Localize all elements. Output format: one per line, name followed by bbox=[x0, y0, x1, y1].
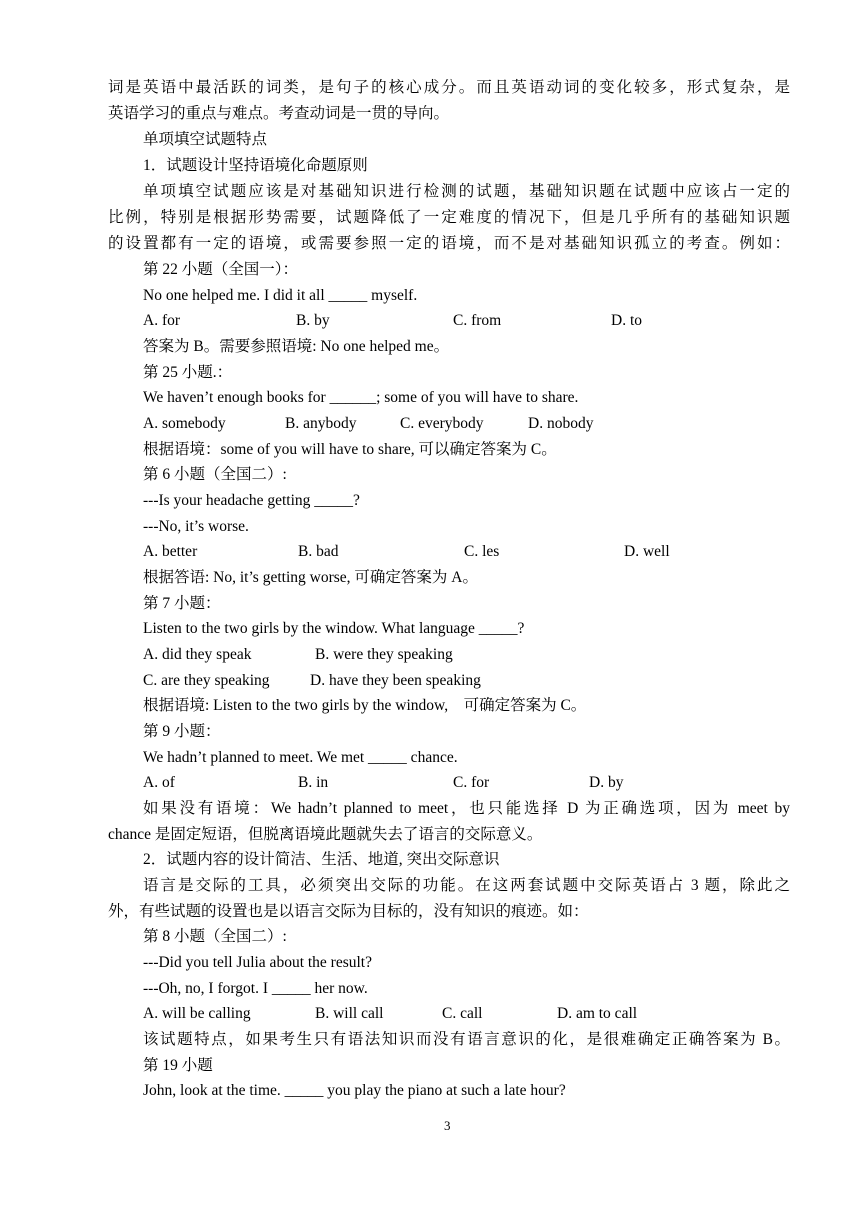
answer-explanation: 该试题特点，如果考生只有语法知识而没有语言意识的化，是很难确定正确答案为 B。 bbox=[143, 1031, 790, 1048]
answer-option: D. have they been speaking bbox=[310, 672, 481, 689]
answer-option: D. am to call bbox=[557, 1005, 638, 1022]
answer-option: C. from bbox=[453, 312, 502, 329]
question-label: 第 8 小题（全国二）: bbox=[143, 928, 287, 945]
answer-option: D. by bbox=[589, 774, 624, 791]
paragraph-line: 词是英语中最活跃的词类，是句子的核心成分。而且英语动词的变化较多，形式复杂，是 bbox=[108, 79, 790, 96]
section-heading: 单项填空试题特点 bbox=[143, 131, 268, 148]
paragraph-line: 比例，特别是根据形势需要，试题降低了一定难度的情况下，但是几乎所有的基础知识题 bbox=[108, 209, 790, 226]
subsection-heading: 1．试题设计坚持语境化命题原则 bbox=[143, 157, 368, 174]
question-label: 第 19 小题 bbox=[143, 1057, 213, 1074]
paragraph-line: 语言是交际的工具，必须突出交际的功能。在这两套试题中交际英语占 3 题，除此之 bbox=[143, 877, 790, 894]
question-label: 第 6 小题（全国二）: bbox=[143, 466, 287, 483]
answer-option: B. in bbox=[298, 774, 329, 791]
question-label: 第 22 小题（全国一）： bbox=[143, 261, 299, 278]
paragraph-line: 外，有些试题的设置也是以语言交际为目标的，没有知识的痕迹。如： bbox=[108, 903, 589, 920]
question-label: 第 9 小题： bbox=[143, 723, 221, 740]
paragraph-line: 的设置都有一定的语境，或需要参照一定的语境，而不是对基础知识孤立的考查。例如： bbox=[108, 235, 790, 252]
question-stem: We hadn’t planned to meet. We met _____ chance. bbox=[143, 749, 458, 766]
answer-option: C. call bbox=[442, 1005, 483, 1022]
answer-explanation: 答案为 B。需要参照语境: No one helped me。 bbox=[143, 338, 450, 355]
page-number: 3 bbox=[444, 1118, 451, 1133]
answer-option: A. somebody bbox=[143, 415, 226, 432]
answer-option: A. better bbox=[143, 543, 198, 560]
question-stem: No one helped me. I did it all _____ myself. bbox=[143, 287, 418, 304]
answer-option: B. were they speaking bbox=[315, 646, 453, 663]
answer-option: A. did they speak bbox=[143, 646, 252, 663]
answer-option: C. everybody bbox=[400, 415, 484, 432]
answer-option: B. bad bbox=[298, 543, 339, 560]
question-stem: We haven’t enough books for ______; some of you will have to share. bbox=[143, 389, 579, 406]
answer-option: B. will call bbox=[315, 1005, 384, 1022]
question-label: 第 7 小题： bbox=[143, 595, 221, 612]
answer-explanation: chance 是固定短语，但脱离语境此题就失去了语言的交际意义。 bbox=[108, 826, 543, 843]
question-stem: ---No, it’s worse. bbox=[143, 518, 249, 535]
answer-option: D. nobody bbox=[528, 415, 594, 432]
question-stem: John, look at the time. _____ you play the piano at such a late hour? bbox=[143, 1082, 566, 1099]
answer-option: C. for bbox=[453, 774, 490, 791]
answer-option: A. for bbox=[143, 312, 181, 329]
answer-option: B. anybody bbox=[285, 415, 357, 432]
answer-explanation: 根据语境: Listen to the two girls by the window, 可确定答案为 C。 bbox=[143, 697, 587, 714]
paragraph-line: 单项填空试题应该是对基础知识进行检测的试题，基础知识题在试题中应该占一定的 bbox=[143, 183, 790, 200]
answer-option: A. of bbox=[143, 774, 175, 791]
answer-option: C. les bbox=[464, 543, 500, 560]
answer-option: B. by bbox=[296, 312, 330, 329]
subsection-heading: 2．试题内容的设计简洁、生活、地道, 突出交际意识 bbox=[143, 851, 500, 868]
answer-explanation: 根据语境：some of you will have to share, 可以确定答案为 C。 bbox=[143, 441, 557, 458]
answer-option: D. to bbox=[611, 312, 642, 329]
answer-option: A. will be calling bbox=[143, 1005, 251, 1022]
question-stem: Listen to the two girls by the window. What language _____? bbox=[143, 620, 525, 637]
answer-explanation: 根据答语: No, it’s getting worse, 可确定答案为 A。 bbox=[143, 569, 478, 586]
paragraph-line: 英语学习的重点与难点。考查动词是一贯的导向。 bbox=[108, 105, 450, 122]
question-stem: ---Is your headache getting _____? bbox=[143, 492, 360, 509]
answer-option: C. are they speaking bbox=[143, 672, 270, 689]
answer-option: D. well bbox=[624, 543, 670, 560]
question-stem: ---Did you tell Julia about the result? bbox=[143, 954, 372, 971]
question-stem: ---Oh, no, I forgot. I _____ her now. bbox=[143, 980, 368, 997]
answer-explanation: 如果没有语境：We hadn’t planned to meet，也只能选择 D 为正确选项，因为 meet by bbox=[143, 800, 790, 817]
question-label: 第 25 小题.： bbox=[143, 364, 233, 381]
